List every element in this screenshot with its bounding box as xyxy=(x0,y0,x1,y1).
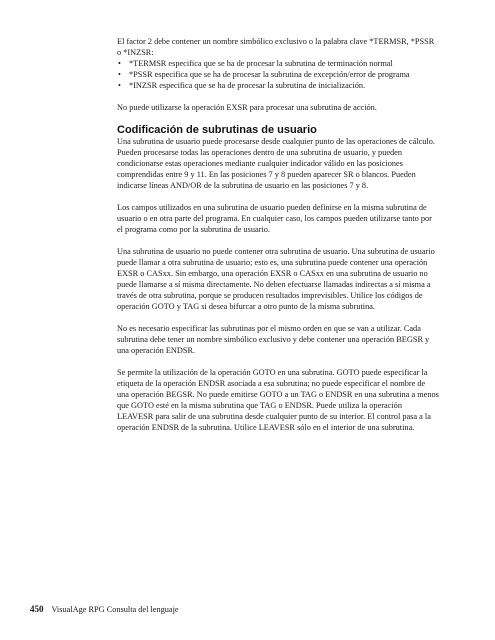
paragraph-fields: Los campos utilizados en una subrutina de usuario pueden definirse en la misma subrutina de usuario o en otra parte del programa. En cualquier caso, los campos pueden utilizarse tanto por el programa como por la subrutina de usuario. xyxy=(117,203,432,234)
special-subroutine-list xyxy=(117,58,439,91)
section-heading: Codificación de subrutinas de usuario xyxy=(117,124,317,136)
list-item-pssr: • *PSSR especifica que se ha de procesar la subrutina de excepción/error de programa xyxy=(118,70,410,79)
list-item-inzsr: • *INZSR especifica que se ha de procesar la subrutina de inicialización. xyxy=(118,81,366,90)
page-number: 450 xyxy=(30,604,44,614)
bullet-icon: • xyxy=(118,59,121,68)
list-item-termsr: • *TERMSR especifica que se ha de procesar la subrutina de terminación normal xyxy=(118,59,393,68)
factor2-intro: El factor 2 debe contener un nombre simbólico exclusivo o la palabra clave *TERMSR, *PSSR o *INZSR: xyxy=(117,37,435,57)
book-title: VisualAge RPG Consulta del lenguaje xyxy=(51,605,179,614)
bullet-icon: • xyxy=(118,81,121,90)
paragraph-order: No es necesario especificar las subrutinas por el mismo orden en que se van a utilizar. Cada subrutina debe tener un nombre simbólico exclusivo y debe contener una operación BEGSR y una operación ENDSR. xyxy=(117,324,430,355)
paragraph-nesting: Una subrutina de usuario no puede contener otra subrutina de usuario. Una subrutina de usuario puede llamar a otra subrutina de usuario; esto es, una subrutina puede contener una operación EXSR o CASxx. Sin embargo, una operación EXSR o CASxx en una subrutina de usuario no puede llamarse a sí misma directamente. No deben efectuarse llamadas indirectas a sí misma a través de otra subrutina, porque se producen resultados imprevisibles. Utilice los códigos de operación GOTO y TAG si desea bifurcar a otro punto de la misma subrutina. xyxy=(117,247,435,311)
page-footer xyxy=(30,604,179,615)
bullet-icon: • xyxy=(118,70,121,79)
paragraph-user-subroutine: Una subrutina de usuario puede procesarse desde cualquier punto de las operaciones de cálculo. Pueden procesarse todas las operaciones dentro de una subrutina de usuario, y pueden condicionarse estas operaciones mediante cualquier indicador válido en las posiciones comprendidas entre 9 y 11. En las posiciones 7 y 8 pueden aparecer SR o blancos. Pueden indicarse líneas AND/OR de la subrutina de usuario en las posiciones 7 y 8. xyxy=(117,137,435,190)
exsr-note: No puede utilizarse la operación EXSR para procesar una subrutina de acción. xyxy=(117,103,377,112)
page-body xyxy=(117,36,439,444)
paragraph-goto: Se permite la utilización de la operación GOTO en una subrutina. GOTO puede especificar la etiqueta de la operación ENDSR asociada a esa subrutina; no puede especificar el nombre de una operación BEGSR. No puede emitirse GOTO a un TAG o ENDSR en una subrutina a menos que GOTO esté en la misma subrutina que TAG o ENDSR. Puede utiliza la operación LEAVESR para salir de una subrutina desde cualquier punto de su interior. El control pasa a la operación ENDSR de la subrutina. Utilice LEAVESR sólo en el interior de una subrutina. xyxy=(117,368,439,432)
